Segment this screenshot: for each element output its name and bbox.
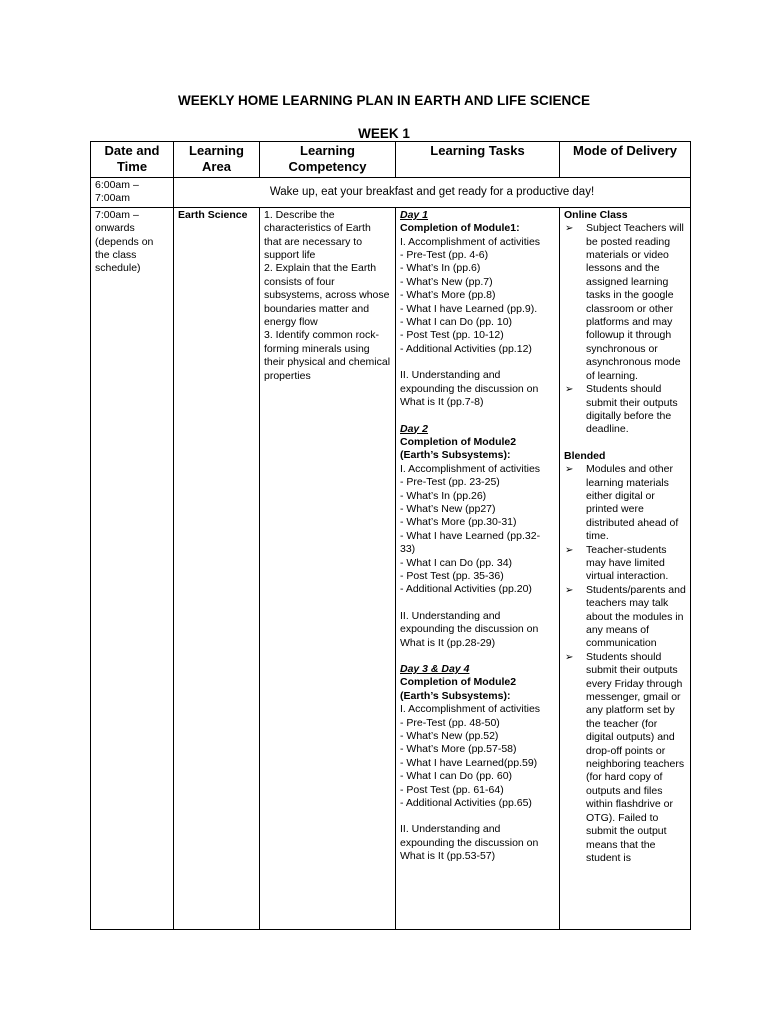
list-item: ➢ Subject Teachers will be posted reading materials or video lessons and the assigned learning tasks in the google classroom or other platforms and may followup it through synchronous or asynchronous mode of learning.: [565, 222, 684, 382]
competency-item: 2. Explain that the Earth consists of four subsystems, across whose boundaries matter and energy flow: [264, 262, 390, 329]
task-item: - Additional Activities (pp.20): [400, 583, 532, 596]
row2-competencies: [260, 207, 396, 929]
task-item: - Post Test (pp. 35-36): [400, 569, 504, 582]
blended-title: Blended: [564, 449, 606, 462]
accomplishment-label: I. Accomplishment of activities: [400, 462, 541, 475]
list-item: ➢ Students should submit their outputs every Friday through messenger, gmail or any platform set by the teacher (for digital outputs) and drop-off points or neighboring teachers (for hard copy of outputs and files within flashdrive or OTG). Failed to submit the output means that the student is: [565, 650, 685, 864]
arrow-bullet-icon: ➢: [565, 223, 574, 235]
understanding-label: II. Understanding and expounding the discussion on What is It (pp.7-8): [400, 369, 539, 409]
learning-plan-table: [90, 141, 691, 930]
understanding-label: II. Understanding and expounding the discussion on What is It (pp.53-57): [400, 823, 539, 863]
header-learning-tasks: Learning Tasks: [396, 142, 560, 178]
competency-item: 3. Identify common rock-forming minerals using their physical and chemical properties: [264, 329, 391, 382]
arrow-bullet-icon: ➢: [565, 384, 574, 396]
module-label: Completion of Module2 (Earth’s Subsystems):: [400, 435, 517, 462]
task-item: - Pre-Test (pp. 48-50): [400, 716, 500, 729]
task-item: - What’s New (pp.7): [400, 275, 493, 288]
row2-mode-of-delivery: [560, 207, 691, 929]
task-item: - What’s New (pp.52): [400, 730, 499, 743]
task-item: - Post Test (pp. 10-12): [400, 329, 504, 342]
arrow-bullet-icon: ➢: [565, 651, 574, 663]
day-label: Day 2: [400, 422, 429, 435]
task-item: - What’s More (pp.30-31): [400, 516, 517, 529]
task-item: - What I have Learned (pp.9).: [400, 302, 538, 315]
task-item: - What’s New (pp27): [400, 502, 496, 515]
day-label: Day 1: [400, 208, 429, 221]
task-item: - What’s In (pp.26): [400, 489, 487, 502]
online-class-list: [564, 222, 686, 437]
week-heading: WEEK 1: [358, 126, 410, 141]
list-item: ➢ Teacher-students may have limited virtual interaction.: [565, 543, 669, 583]
task-item: - Additional Activities (pp.65): [400, 797, 532, 810]
task-item: - What I can Do (pp. 10): [400, 316, 513, 329]
task-item: - Pre-Test (pp. 23-25): [400, 476, 500, 489]
list-item: ➢ Students should submit their outputs digitally before the deadline.: [565, 383, 678, 436]
arrow-bullet-icon: ➢: [565, 464, 574, 476]
day-label: Day 3 & Day 4: [400, 663, 470, 675]
task-item: - What I have Learned(pp.59): [400, 756, 538, 769]
online-class-title: Online Class: [564, 208, 628, 221]
table-row: [91, 207, 691, 929]
task-item: - What I can Do (pp. 34): [400, 556, 513, 569]
row2-time: 7:00am – onwards (depends on the class schedule): [91, 207, 174, 929]
task-item: - What’s More (pp.57-58): [400, 743, 517, 756]
module-label: Completion of Module1:: [400, 222, 520, 235]
row1-time: 6:00am – 7:00am: [91, 178, 174, 208]
task-item: - Additional Activities (pp.12): [400, 342, 532, 355]
accomplishment-label: I. Accomplishment of activities: [400, 235, 541, 248]
understanding-label: II. Understanding and expounding the discussion on What is It (pp.28-29): [400, 609, 539, 649]
table-row: [91, 178, 691, 208]
module-label: Completion of Module2 (Earth’s Subsystems):: [400, 676, 517, 702]
header-date-time: Date and Time: [91, 142, 174, 178]
task-item: - Pre-Test (pp. 4-6): [400, 249, 489, 262]
page-title: WEEKLY HOME LEARNING PLAN IN EARTH AND LIFE SCIENCE: [177, 93, 591, 108]
arrow-bullet-icon: ➢: [565, 544, 574, 556]
task-item: - What I have Learned (pp.32-33): [400, 529, 541, 556]
task-item: - What I can Do (pp. 60): [400, 770, 513, 783]
task-item: - Post Test (pp. 61-64): [400, 783, 504, 796]
row2-learning-tasks: [396, 207, 560, 929]
accomplishment-label: I. Accomplishment of activities: [400, 703, 541, 716]
blended-list: [564, 463, 686, 865]
header-learning-competency: Learning Competency: [260, 142, 396, 178]
list-item: ➢ Modules and other learning materials either digital or printed were distributed ahead of time.: [565, 463, 679, 543]
task-item: - What’s More (pp.8): [400, 289, 496, 302]
row1-activity: Wake up, eat your breakfast and get ready for a productive day!: [174, 178, 691, 208]
competency-item: 1. Describe the characteristics of Earth that are necessary to support life: [264, 208, 371, 262]
arrow-bullet-icon: ➢: [565, 584, 574, 596]
header-mode-of-delivery: Mode of Delivery: [560, 142, 691, 178]
task-item: - What’s In (pp.6): [400, 262, 481, 275]
header-row: [91, 142, 691, 178]
header-learning-area: Learning Area: [174, 142, 260, 178]
row2-learning-area: Earth Science: [174, 207, 260, 929]
list-item: ➢ Students/parents and teachers may talk about the modules in any means of communication: [565, 583, 686, 650]
